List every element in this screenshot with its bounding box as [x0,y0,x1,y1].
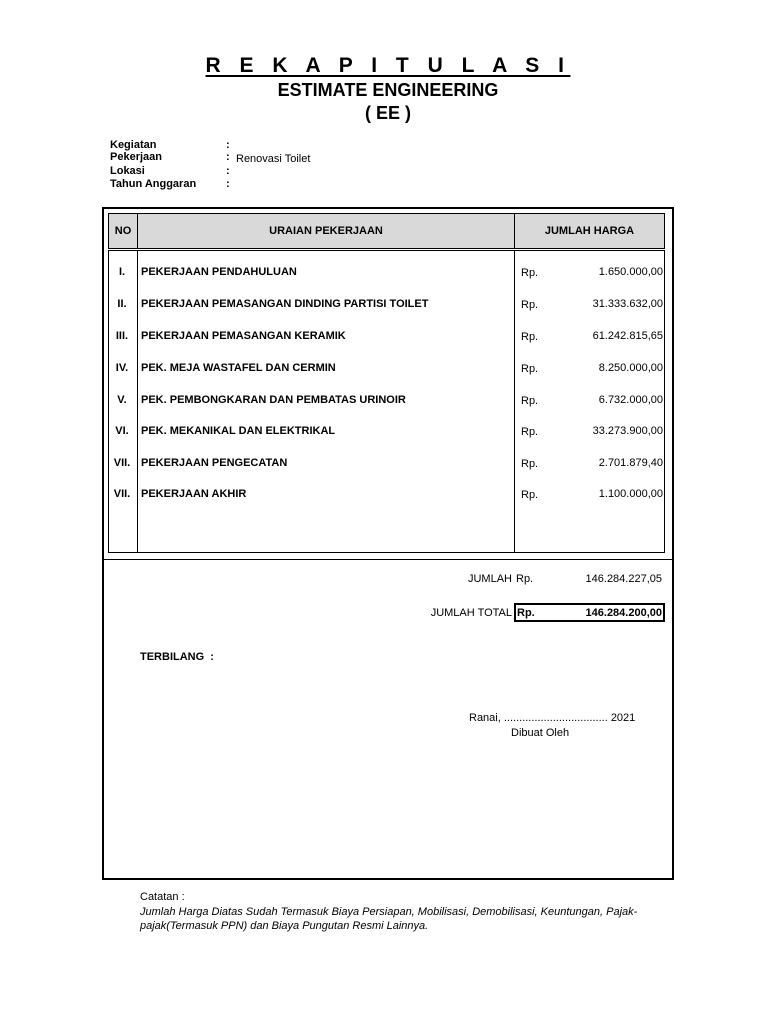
table-row-amount: 61.242.815,65 [592,330,663,342]
document-code: ( EE ) [364,103,411,123]
table-row-amount: 33.273.900,00 [592,425,663,437]
table-border-right [664,250,665,553]
table-row-no: V. [117,394,127,406]
info-colon: : [226,178,230,190]
column-header-description: URAIAN PEKERJAAN [137,213,515,249]
info-label-lokasi: Lokasi [110,165,145,177]
table-row-description: PEK. MEKANIKAL DAN ELEKTRIKAL [141,425,336,437]
table-row-currency: Rp. [521,489,539,501]
table-row-description: PEKERJAAN PEMASANGAN DINDING PARTISI TOILET [141,298,429,310]
table-row-currency: Rp. [521,395,539,407]
jumlah-currency: Rp. [516,573,534,585]
notes-line-2: pajak(Termasuk PPN) dan Biaya Pungutan Resmi Lainnya. [140,920,429,932]
info-value-pekerjaan: Renovasi Toilet [236,153,311,165]
table-row-no: IV. [115,362,129,374]
section-divider [102,559,672,560]
table-row-amount: 6.732.000,00 [598,394,663,406]
notes-line-1: Jumlah Harga Diatas Sudah Termasuk Biaya Persiapan, Mobilisasi, Demobilisasi, Keuntungan, Pajak- [140,906,638,918]
terbilang-label: TERBILANG : [140,651,214,663]
column-header-amount: JUMLAH HARGA [514,213,665,249]
table-row-amount: 31.333.632,00 [592,298,663,310]
table-row-currency: Rp. [521,331,539,343]
info-colon: : [226,139,230,151]
table-row-currency: Rp. [521,299,539,311]
table-row-description: PEKERJAAN PENGECATAN [141,457,288,469]
info-label-pekerjaan: Pekerjaan [110,151,162,163]
info-colon: : [226,165,230,177]
jumlah-total-value: 146.284.200,00 [585,607,662,619]
table-row-description: PEKERJAAN PENDAHULUAN [141,266,297,278]
table-row-description: PEK. PEMBONGKARAN DAN PEMBATAS URINOIR [141,394,406,406]
table-row-amount: 1.100.000,00 [598,488,663,500]
table-row-currency: Rp. [521,267,539,279]
table-row-no: VI. [115,425,129,437]
table-row-currency: Rp. [521,426,539,438]
place-date: Ranai, .................................. 2021 [469,712,636,724]
table-row-no: I. [118,266,126,278]
document-title: R E K A P I T U L A S I [205,54,571,77]
table-row-no: II. [117,298,127,310]
notes-label: Catatan : [140,891,185,903]
document-subtitle: ESTIMATE ENGINEERING [277,80,499,100]
table-row-amount: 2.701.879,40 [598,457,663,469]
table-row-description: PEKERJAAN AKHIR [141,488,247,500]
table-row-description: PEKERJAAN PEMASANGAN KERAMIK [141,330,346,342]
jumlah-value: 146.284.227,05 [585,573,662,585]
table-row-no: III. [115,330,129,342]
table-header-divider [108,250,665,251]
made-by-label: Dibuat Oleh [511,727,570,739]
jumlah-total-label: JUMLAH TOTAL [430,607,512,619]
table-row-no: VII. [113,457,131,469]
info-label-kegiatan: Kegiatan [110,139,157,151]
jumlah-total-currency: Rp. [517,607,535,619]
table-row-currency: Rp. [521,363,539,375]
table-row-currency: Rp. [521,458,539,470]
table-bottom-border [108,552,665,553]
table-row-description: PEK. MEJA WASTAFEL DAN CERMIN [141,362,336,374]
info-colon: : [226,151,230,163]
table-row-amount: 8.250.000,00 [598,362,663,374]
table-column-divider [514,250,515,553]
info-label-tahun-anggaran: Tahun Anggaran [110,178,197,190]
table-column-divider [137,250,138,553]
table-row-amount: 1.650.000,00 [598,266,663,278]
column-header-no: NO [108,213,138,249]
table-row-no: VII. [113,488,131,500]
jumlah-label: JUMLAH [467,573,512,585]
